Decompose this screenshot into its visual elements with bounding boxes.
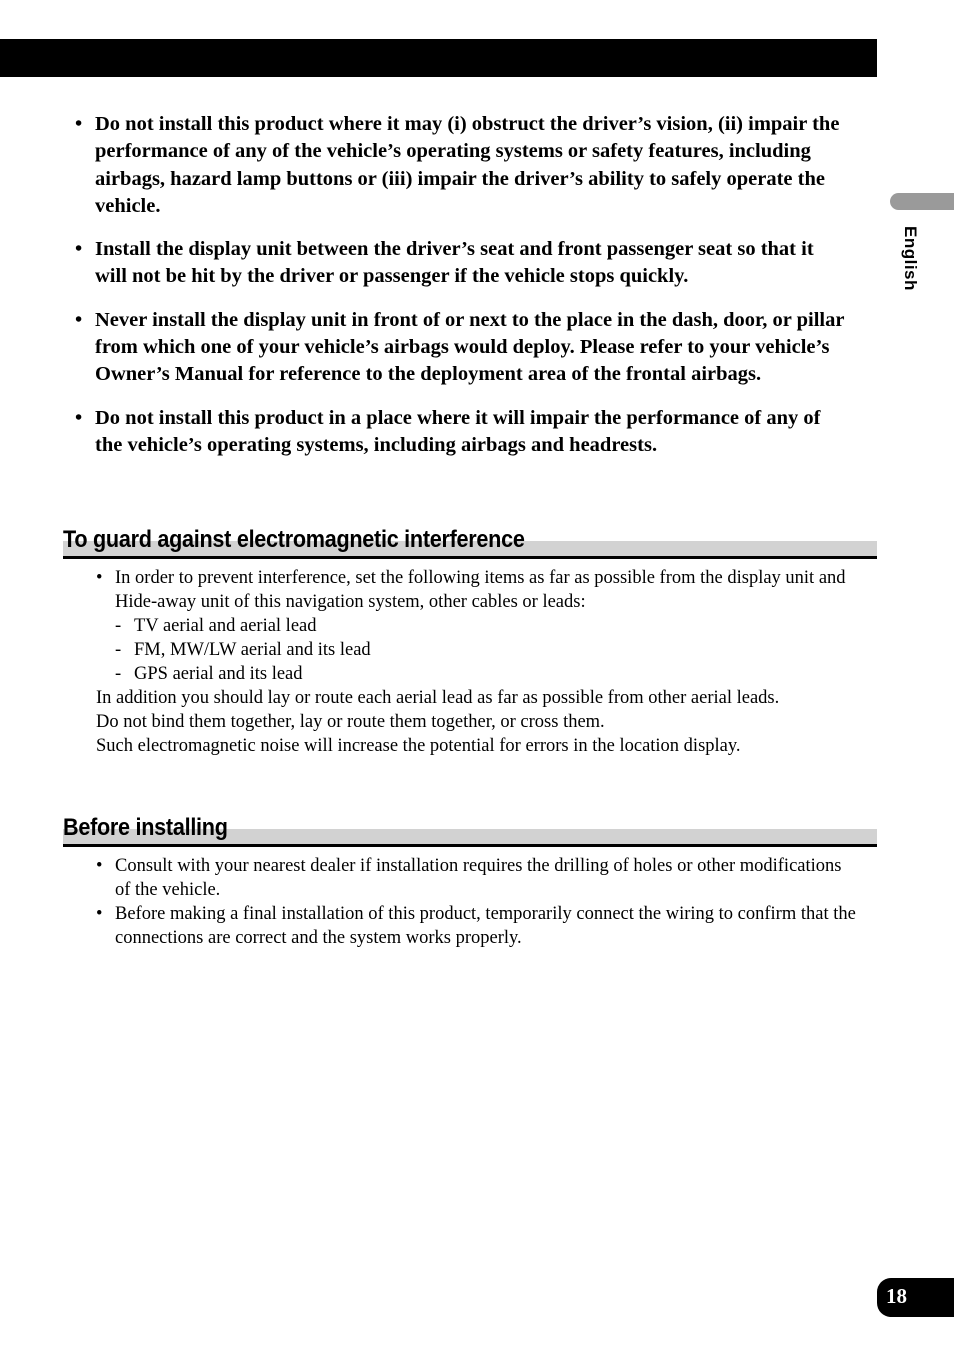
bullet-icon: • (96, 904, 103, 924)
section-heading-before-installing (63, 811, 877, 847)
bullet-icon: • (75, 238, 83, 261)
page-number: 18 (886, 1284, 907, 1308)
before-installing-content (96, 854, 856, 950)
paragraph: In addition you should lay or route each aerial lead as far as possible from other aerial leads. (96, 688, 780, 708)
list-item: • Never install the display unit in front of or next to the place in the dash, door, or pillar from which one of your vehicle’s airbags would deploy. Please refer to your vehicle’s Owner’s Manual for reference to the deployment area of the frontal airbags. (75, 308, 845, 386)
interference-content (96, 566, 856, 758)
list-item: • Do not install this product where it may (i) obstruct the driver’s vision, (ii) impair the performance of any of the vehicle’s operating systems or safety features, including airbags, hazard lamp buttons or (iii) impair the driver’s ability to safely operate the vehicle. (75, 113, 840, 217)
bullet-icon: • (75, 308, 83, 331)
list-item: • Install the display unit between the driver’s seat and front passenger seat so that it will not be hit by the driver or passenger if the vehicle stops quickly. (75, 238, 814, 288)
language-label: English (901, 226, 920, 291)
bullet-icon: • (75, 113, 83, 135)
dash-icon: - (115, 616, 122, 636)
list-item: - FM, MW/LW aerial and its lead (115, 640, 371, 660)
bullet-icon: • (75, 406, 83, 429)
language-tab (890, 193, 954, 210)
dash-icon: - (115, 640, 122, 660)
section-title: To guard against electromagnetic interference (63, 526, 525, 553)
paragraph: Such electromagnetic noise will increase the potential for errors in the location display. (96, 736, 741, 756)
bullet-icon: • (96, 856, 103, 876)
page-number-tab (877, 1278, 954, 1317)
list-item: • In order to prevent interference, set the following items as far as possible from the display unit and Hide-away unit of this navigation system, other cables or leads: (96, 568, 846, 612)
list-item: • Before making a final installation of this product, temporarily connect the wiring to confirm that the connections are correct and the system works properly. (96, 904, 856, 948)
bullet-icon: • (96, 568, 103, 588)
section-title: Before installing (63, 814, 228, 841)
list-item: • Consult with your nearest dealer if installation requires the drilling of holes or other modifications of the vehicle. (96, 856, 842, 900)
list-item: - GPS aerial and its lead (115, 664, 303, 684)
paragraph: Do not bind them together, lay or route them together, or cross them. (96, 712, 605, 732)
header-bar (0, 39, 877, 77)
dash-icon: - (115, 664, 122, 684)
list-item: • Do not install this product in a place where it will impair the performance of any of the vehicle’s operating systems, including airbags and headrests. (75, 406, 821, 456)
list-item: - TV aerial and aerial lead (115, 616, 317, 636)
section-heading-interference (63, 523, 877, 559)
safety-warnings-list (70, 111, 850, 475)
